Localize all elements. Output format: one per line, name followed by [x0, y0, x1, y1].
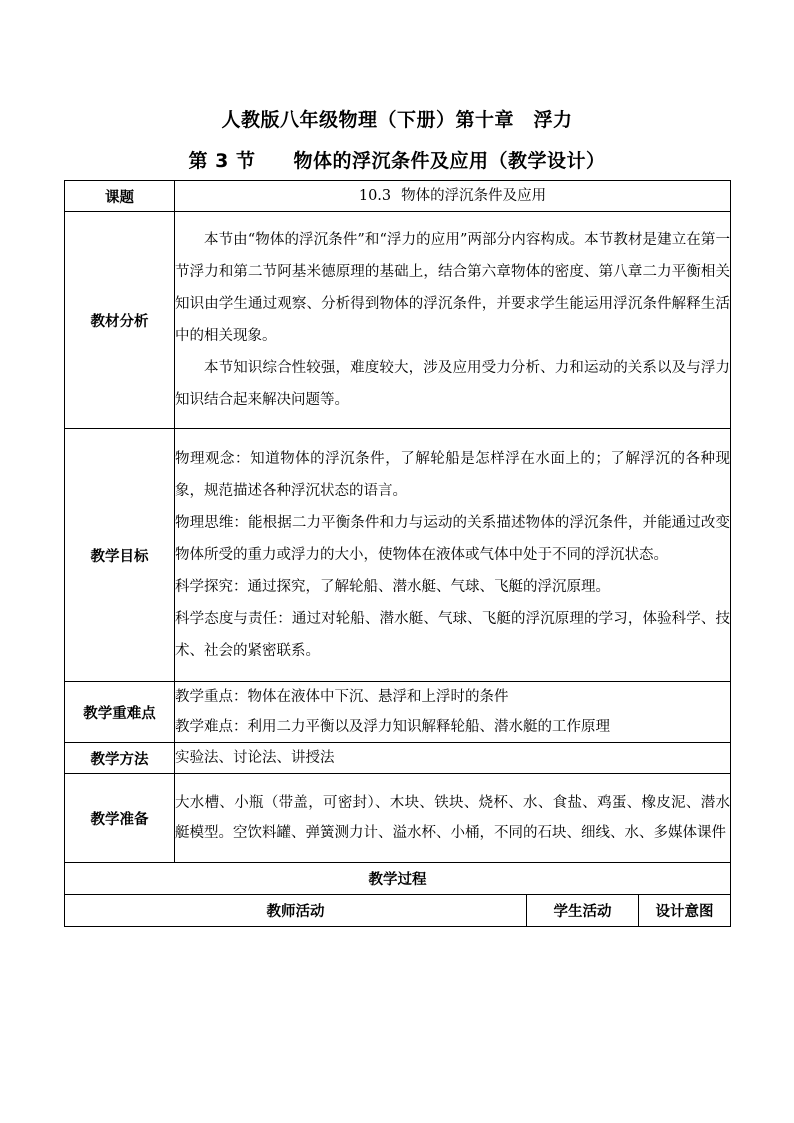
student-activity-header: 学生活动: [527, 895, 639, 927]
objective-item: 科学态度与责任：通过对轮船、潜水艇、气球、飞艇的浮沉原理的学习，体验科学、技术、社会的紧密联系。: [175, 611, 730, 659]
topic-row: [65, 181, 731, 212]
objective-item: 物理思维：能根据二力平衡条件和力与运动的关系描述物体的浮沉条件，并能通过改变物体所受的重力或浮力的大小，使物体在液体或气体中处于不同的浮沉状态。: [175, 515, 730, 563]
objective-item: 物理观念：知道物体的浮沉条件，了解轮船是怎样浮在水面上的；了解浮沉的各种现象，规范描述各种浮沉状态的语言。: [175, 451, 730, 499]
key-point-item: 教学重点：物体在液体中下沉、悬浮和上浮时的条件: [175, 689, 509, 705]
key-points-label: 教学重难点: [65, 682, 175, 743]
topic-value: [175, 181, 731, 212]
methods-content: 实验法、讨论法、讲授法: [175, 743, 731, 774]
objectives-content: [175, 429, 731, 682]
methods-label: 教学方法: [65, 743, 175, 774]
topic-label: 课题: [65, 181, 175, 212]
objectives-row: [65, 429, 731, 682]
key-points-row: [65, 682, 731, 743]
section-number: 第 3 节: [188, 150, 256, 172]
process-columns-row: [65, 895, 731, 927]
process-label: 教学过程: [65, 863, 731, 895]
key-points-content: [175, 682, 731, 743]
preparation-row: [65, 774, 731, 863]
material-analysis-row: [65, 212, 731, 429]
preparation-content: 大水槽、小瓶（带盖，可密封）、木块、铁块、烧杯、水、食盐、鸡蛋、橡皮泥、潜水艇模型。空饮料罐、弹簧测力计、溢水杯、小桶，不同的石块、细线、水、多媒体课件: [175, 774, 731, 863]
key-point-item: 教学难点：利用二力平衡以及浮力知识解释轮船、潜水艇的工作原理: [175, 719, 610, 735]
material-analysis-label: 教材分析: [65, 212, 175, 429]
material-analysis-content: [175, 212, 731, 429]
material-analysis-paragraph: 本节知识综合性较强，难度较大，涉及应用受力分析、力和运动的关系以及与浮力知识结合起来解决问题等。: [175, 360, 730, 408]
topic-text: 物体的浮沉条件及应用: [401, 188, 547, 204]
process-header-row: [65, 863, 731, 895]
document-title: 人教版八年级物理（下册）第十章 浮力: [221, 109, 573, 131]
objective-item: 科学探究：通过探究，了解轮船、潜水艇、气球、飞艇的浮沉原理。: [175, 579, 610, 595]
topic-number: 10.3: [358, 188, 392, 204]
objectives-label: 教学目标: [65, 429, 175, 682]
preparation-label: 教学准备: [65, 774, 175, 863]
methods-row: [65, 743, 731, 774]
teacher-activity-header: 教师活动: [65, 895, 527, 927]
lesson-plan-table: [64, 180, 731, 927]
material-analysis-paragraph: 本节由“物体的浮沉条件”和“浮力的应用”两部分内容构成。本节教材是建立在第一节浮力和第二节阿基米德原理的基础上，结合第六章物体的密度、第八章二力平衡相关知识由学生通过观察、分析得到物体的浮沉条件，并要求学生能运用浮沉条件解释生活中的相关现象。: [175, 232, 730, 344]
design-intent-header: 设计意图: [639, 895, 731, 927]
section-title: 物体的浮沉条件及应用（教学设计）: [293, 150, 606, 172]
section-heading: [0, 146, 794, 173]
